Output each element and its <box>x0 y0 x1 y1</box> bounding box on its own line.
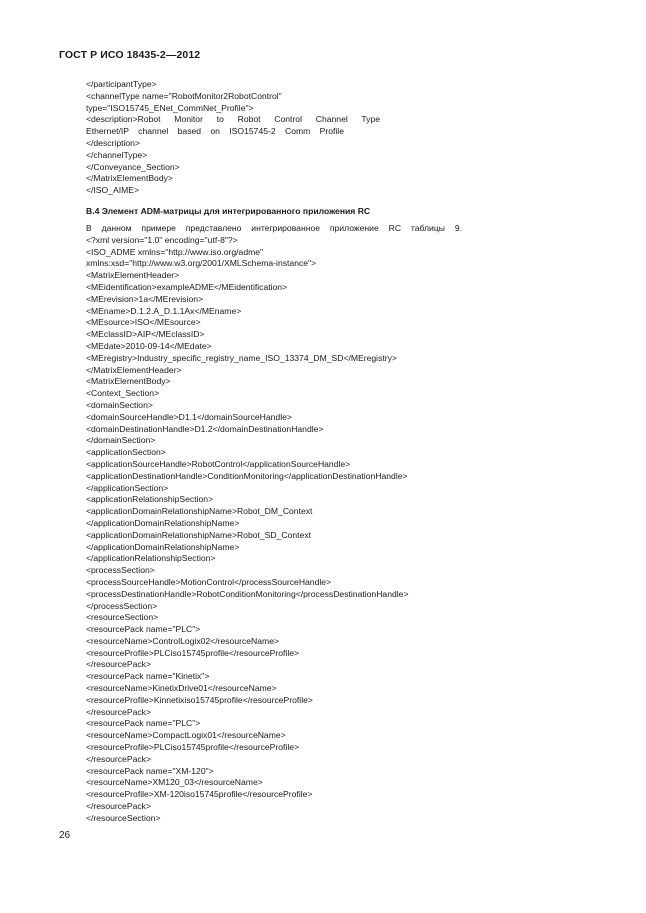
code-line: <applicationDomainRelationshipName>Robot_SD_Context <box>86 529 312 540</box>
document-header: ГОСТ Р ИСО 18435-2—2012 <box>59 49 201 61</box>
code-line: </applicationDomainRelationshipName> <box>86 517 240 528</box>
code-line: </ISO_AIME> <box>86 185 140 196</box>
code-line: </domainSection> <box>86 435 156 446</box>
code-line: </resourceSection> <box>86 812 161 823</box>
code-line: <resourceName>XM120_03</resourceName> <box>86 777 263 788</box>
code-line: <resourceName>CompactLogix01</resourceName> <box>86 730 286 741</box>
code-line: <MEsource>ISO</MEsource> <box>86 317 201 328</box>
code-line: <resourceProfile>XM-120iso15745profile</resourceProfile> <box>86 789 313 800</box>
code-line: <processSection> <box>86 565 155 576</box>
code-line: <applicationDomainRelationshipName>Robot_DM_Context <box>86 506 313 517</box>
code-line: <resourcePack name="XM-120"> <box>86 765 214 776</box>
code-line: </resourcePack> <box>86 659 151 670</box>
code-line: <applicationDestinationHandle>ConditionMonitoring</applicationDestinationHandle> <box>86 470 408 481</box>
code-line: <MEdate>2010-09-14</MEdate> <box>86 340 212 351</box>
code-line: <resourcePack name="PLC"> <box>86 718 201 729</box>
code-line: <ISO_ADME xmlns="http://www.iso.org/adme" <box>86 246 264 257</box>
code-line: </participantType> <box>86 79 157 89</box>
code-line: </applicationRelationshipSection> <box>86 553 216 564</box>
code-line: <MEregistry>Industry_specific_registry_name_ISO_13374_DM_SD</MEregistry> <box>86 352 397 363</box>
code-line: </MatrixElementHeader> <box>86 364 182 375</box>
code-line: <processDestinationHandle>RobotConditionMonitoring</processDestinationHandle> <box>86 588 409 599</box>
code-line: <channelType name="RobotMonitor2RobotControl" <box>86 90 282 101</box>
code-line: </resourcePack> <box>86 706 151 717</box>
code-line: </MatrixElementBody> <box>86 173 173 184</box>
code-line: <MEidentification>exampleADME</MEidentification> <box>86 281 288 292</box>
code-line: <applicationSection> <box>86 447 166 458</box>
code-line: <?xml version="1.0" encoding="utf-8"?> <box>86 234 238 245</box>
code-line: <domainDestinationHandle>D1.2</domainDestinationHandle> <box>86 423 324 434</box>
code-line: <resourceProfile>Kinnetixiso15745profile</resourceProfile> <box>86 694 313 705</box>
code-line: </channelType> <box>86 149 148 160</box>
code-line: <resourceProfile>PLCiso15745profile</resourceProfile> <box>86 647 300 658</box>
code-line: <processSourceHandle>MotionControl</processSourceHandle> <box>86 576 332 587</box>
code-line: <MEclassID>AIP</MEclassID> <box>86 329 205 340</box>
xml-continuation-block <box>86 79 486 197</box>
code-line: </Conveyance_Section> <box>86 161 180 172</box>
code-line: </resourcePack> <box>86 753 151 764</box>
code-line: </applicationSection> <box>86 482 169 493</box>
code-line: <Context_Section> <box>86 388 160 399</box>
section-heading: В.4 Элемент ADM-матрицы для интегрированного приложения RC <box>86 206 371 216</box>
code-line: <MEname>D.1.2.A_D.1.1Ax</MEname> <box>86 305 242 316</box>
code-line: </description> <box>86 137 140 148</box>
code-line: </resourcePack> <box>86 801 151 812</box>
code-line: </applicationDomainRelationshipName> <box>86 541 240 552</box>
xml-example-block <box>86 223 486 825</box>
code-line: <applicationSourceHandle>RobotControl</applicationSourceHandle> <box>86 458 351 469</box>
code-line: <resourceName>ControlLogix02</resourceName> <box>86 635 279 646</box>
code-line: <domainSection> <box>86 399 153 410</box>
code-line: Ethernet/IP channel based on ISO15745-2 Comm Profile <box>86 126 344 137</box>
code-line: <resourceProfile>PLCiso15745profile</resourceProfile> <box>86 742 300 753</box>
code-line: <MatrixElementHeader> <box>86 270 180 281</box>
code-line: <resourceName>KinetixDrive01</resourceName> <box>86 683 277 694</box>
code-line: <applicationRelationshipSection> <box>86 494 214 505</box>
code-line: xmlns:xsd="http://www.w3.org/2001/XMLSchema-instance"> <box>86 258 317 269</box>
code-line: <domainSourceHandle>D1.1</domainSourceHandle> <box>86 411 292 422</box>
code-line: <resourceSection> <box>86 612 159 623</box>
code-line: <resourcePack name="Kinetix"> <box>86 671 210 682</box>
code-line: <MErevision>1a</MErevision> <box>86 293 204 304</box>
code-line: <resourcePack name="PLC"> <box>86 624 201 635</box>
code-line: </processSection> <box>86 600 158 611</box>
page-number: 26 <box>59 830 71 841</box>
code-line: <description>Robot Monitor to Robot Control Channel Type <box>86 114 380 125</box>
intro-paragraph: В данном примере представлено интегрированное приложение RC таблицы 9. <box>86 223 462 233</box>
code-line: type="ISO15745_ENet_CommNet_Profile"> <box>86 102 254 113</box>
code-line: <MatrixElementBody> <box>86 376 171 387</box>
